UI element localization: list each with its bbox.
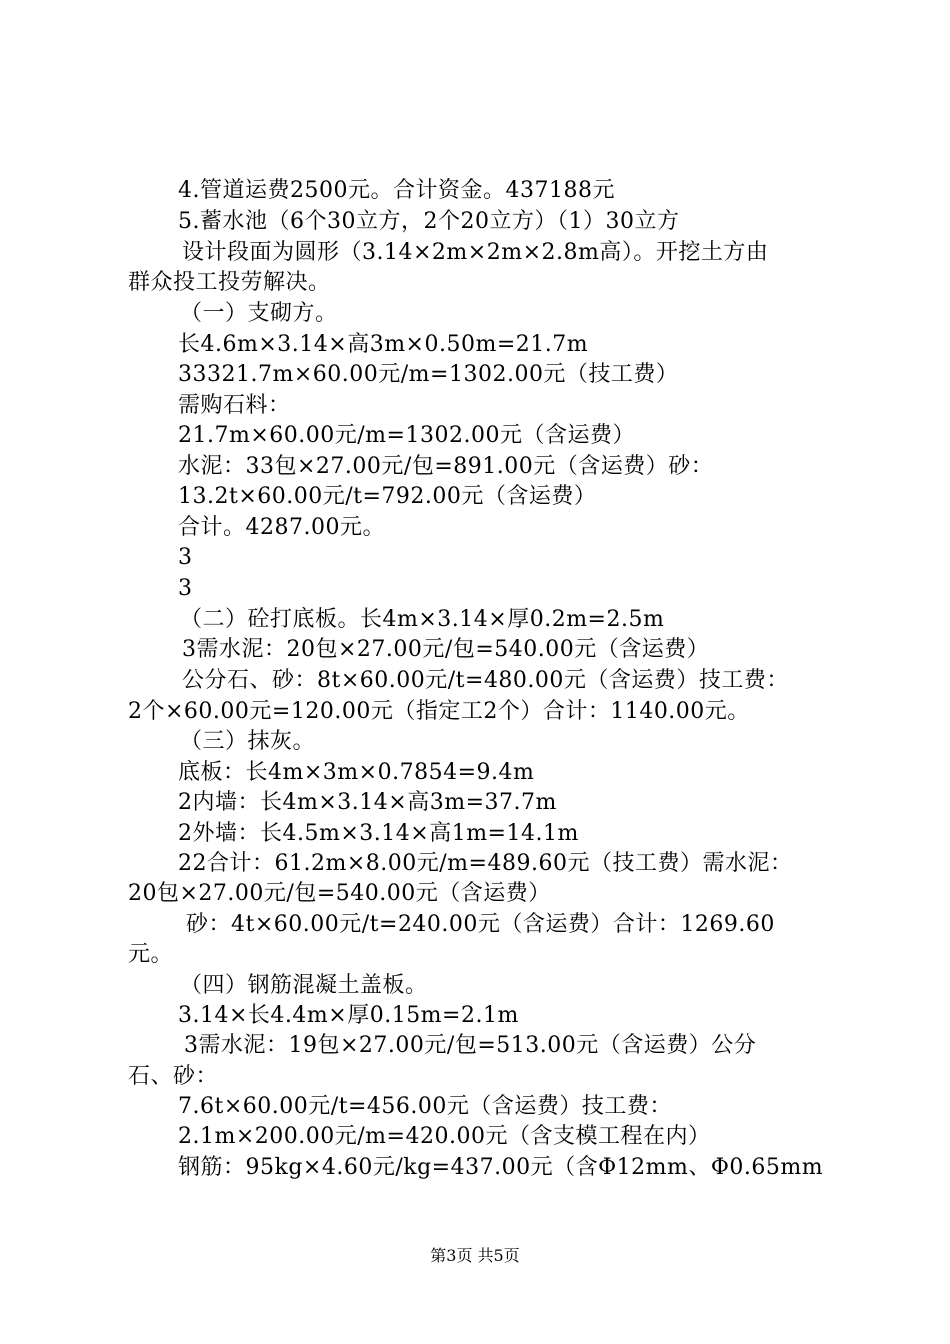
text-line-12: 合计。4287.00元。 [178, 515, 385, 540]
text-line-6: 长4.6m×3.14×高3m×0.50m=21.7m [178, 332, 589, 357]
text-line-17: 公分石、砂：8t×60.00元/t=480.00元（含运费）技工费： [182, 668, 789, 693]
text-line-23: 22合计：61.2m×8.00元/m=489.60元（技工费）需水泥： [178, 851, 793, 876]
text-line-2: 5.蓄水池（6个30立方，2个20立方）（1）30立方 [178, 209, 680, 234]
text-line-16: 3需水泥：20包×27.00元/包=540.00元（含运费） [182, 637, 710, 662]
text-line-24: 20包×27.00元/包=540.00元（含运费） [128, 881, 551, 906]
page-number-footer: 第3页 共5页 [430, 1246, 520, 1265]
text-line-7: 33321.7m×60.00元/m=1302.00元（技工费） [178, 362, 679, 387]
text-line-27: （四）钢筋混凝土盖板。 [180, 973, 428, 998]
text-line-29: 3需水泥：19包×27.00元/包=513.00元（含运费）公分 [184, 1033, 757, 1058]
text-line-9: 21.7m×60.00元/m=1302.00元（含运费） [178, 423, 635, 448]
text-line-8: 需购石料： [178, 393, 291, 418]
text-line-19: （三）抹灰。 [180, 729, 316, 754]
text-line-21: 2内墙：长4m×3.14×高3m=37.7m [178, 790, 557, 815]
text-line-25: 砂：4t×60.00元/t=240.00元（含运费）合计：1269.60 [186, 912, 775, 937]
text-line-3: 设计段面为圆形（3.14×2m×2m×2.8m高）。开挖土方由 [182, 240, 769, 265]
text-line-32: 2.1m×200.00元/m=420.00元（含支模工程在内） [178, 1124, 711, 1149]
text-line-1: 4.管道运费2500元。合计资金。437188元 [178, 178, 615, 203]
text-line-10: 水泥：33包×27.00元/包=891.00元（含运费）砂： [178, 454, 714, 479]
text-line-20: 底板：长4m×3m×0.7854=9.4m [178, 760, 535, 785]
text-line-26: 元。 [128, 942, 174, 967]
text-line-18: 2个×60.00元=120.00元（指定工2个）合计：1140.00元。 [128, 699, 750, 724]
text-line-28: 3.14×长4.4m×厚0.15m=2.1m [178, 1003, 519, 1028]
text-line-15: （二）砼打底板。长4m×3.14×厚0.2m=2.5m [180, 607, 665, 632]
text-line-30: 石、砂： [128, 1064, 219, 1089]
text-line-5: （一）支砌方。 [180, 301, 338, 326]
text-line-33: 钢筋：95kg×4.60元/kg=437.00元（含Φ12mm、Φ0.65mm [178, 1155, 824, 1180]
text-line-22: 2外墙：长4.5m×3.14×高1m=14.1m [178, 821, 579, 846]
text-line-14: 3 [178, 576, 193, 601]
text-line-4: 群众投工投劳解决。 [128, 270, 331, 295]
text-line-13: 3 [178, 545, 193, 570]
text-line-31: 7.6t×60.00元/t=456.00元（含运费）技工费： [178, 1094, 672, 1119]
text-line-11: 13.2t×60.00元/t=792.00元（含运费） [178, 484, 597, 509]
